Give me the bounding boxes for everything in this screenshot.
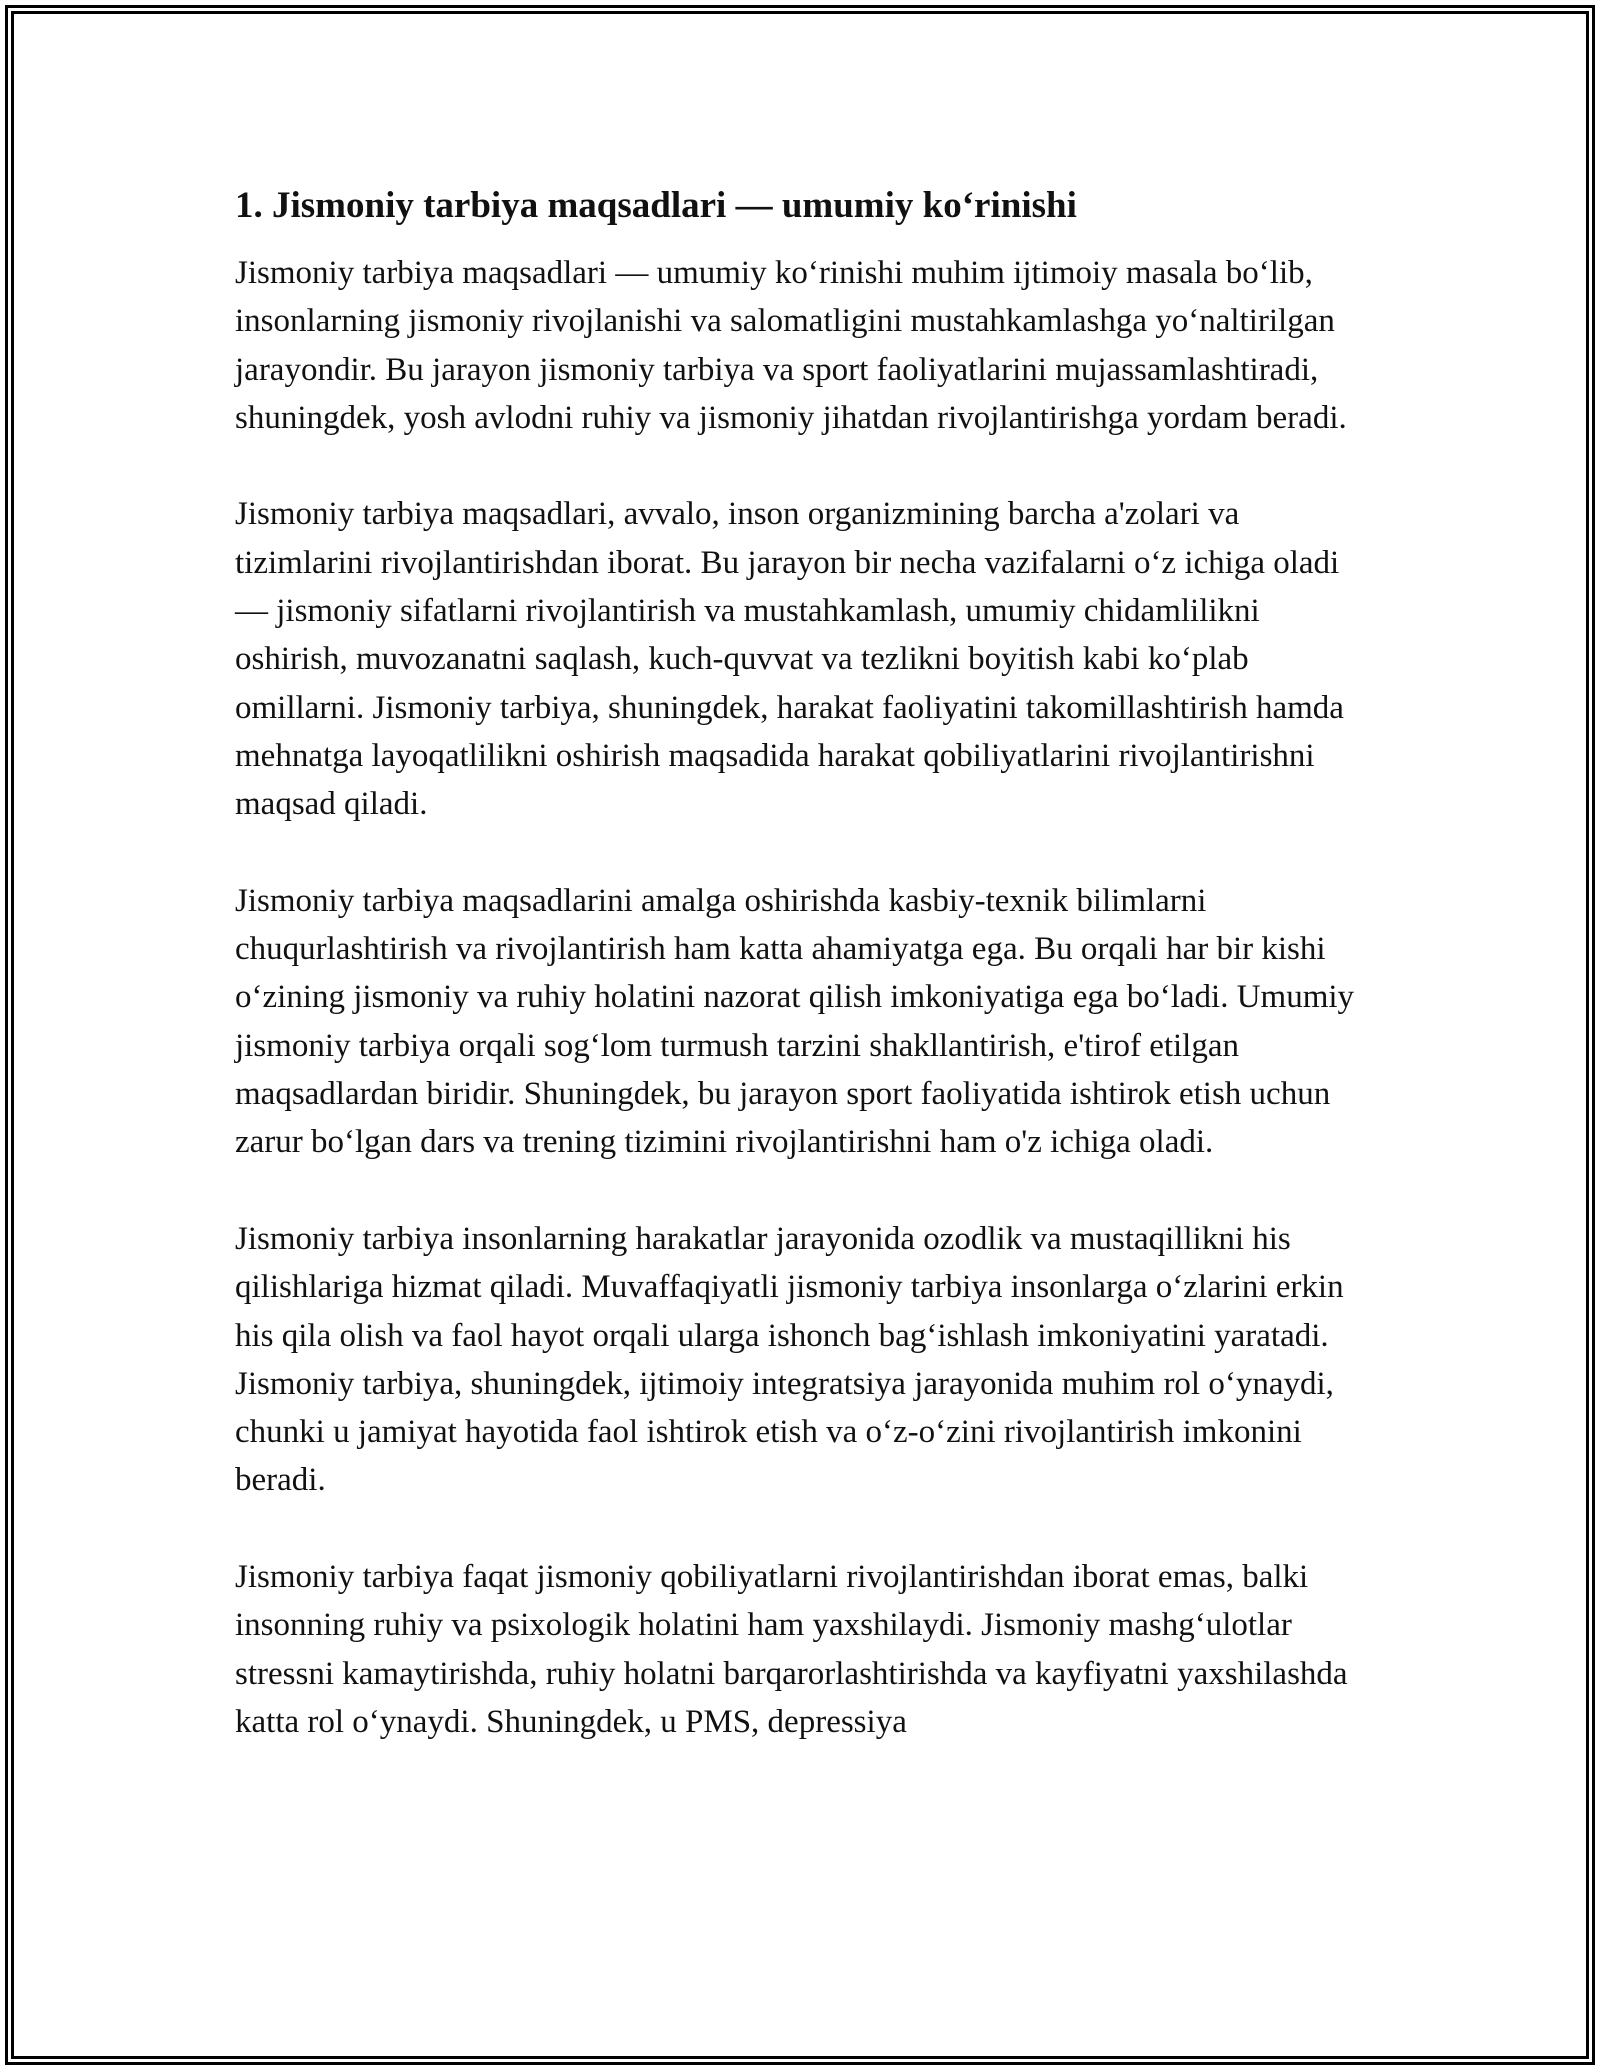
paragraph-4: Jismoniy tarbiya insonlarning harakatlar jarayonida ozodlik va mustaqillikni his qilishlariga hizmat qiladi. Muvaffaqiyatli jismoniy tarbiya insonlarga oʻzlarini erkin his qila olish va faol hayot orqali ularga ishonch bagʻishlash imkoniyatini yaratadi. Jismoniy tarbiya, shuningdek, ijtimoiy integratsiya jarayonida muhim rol oʻynaydi, chunki u jamiyat hayotida faol ishtirok etish va oʻz-oʻzini rivojlantirish imkonini beradi. [235,1220,1344,1499]
paragraph-2: Jismoniy tarbiya maqsadlari, avvalo, inson organizmining barcha a'zolari va tizimlarini rivojlantirishdan iborat. Bu jarayon bir necha vazifalarni oʻz ichiga oladi — jismoniy sifatlarni rivojlantirish va mustahkamlash, umumiy chidamlilikni oshirish, muvozanatni saqlash, kuch-quvvat va tezlikni boyitish kabi koʻplab omillarni. Jismoniy tarbiya, shuningdek, harakat faoliyatini takomillashtirish hamda mehnatga layoqatlilikni oshirish maqsadida harakat qobiliyatlarini rivojlantirishni maqsad qiladi. [235,496,1344,823]
document-page [235,183,1375,1746]
section-heading: 1. Jismoniy tarbiya maqsadlari — umumiy koʻrinishi [235,185,1077,226]
paragraph-5: Jismoniy tarbiya faqat jismoniy qobiliyatlarni rivojlantirishdan iborat emas, balki insonning ruhiy va psixologik holatini ham yaxshilaydi. Jismoniy mashgʻulotlar stressni kamaytirishda, ruhiy holatni barqarorlashtirishda va kayfiyatni yaxshilashda katta rol oʻynaydi. Shuningdek, u PMS, depressiya [235,1559,1348,1740]
paragraph-3: Jismoniy tarbiya maqsadlarini amalga oshirishda kasbiy-texnik bilimlarni chuqurlashtirish va rivojlantirish ham katta ahamiyatga ega. Bu orqali har bir kishi oʻzining jismoniy va ruhiy holatini nazorat qilish imkoniyatiga ega boʻladi. Umumiy jismoniy tarbiya orqali sogʻlom turmush tarzini shakllantirish, e'tirof etilgan maqsadlardan biridir. Shuningdek, bu jarayon sport faoliyatida ishtirok etish uchun zarur boʻlgan dars va trening tizimini rivojlantirishni ham o'z ichiga oladi. [235,882,1355,1161]
paragraph-1: Jismoniy tarbiya maqsadlari — umumiy koʻrinishi muhim ijtimoiy masala boʻlib, insonlarning jismoniy rivojlanishi va salomatligini mustahkamlashga yoʻnaltirilgan jarayondir. Bu jarayon jismoniy tarbiya va sport faoliyatlarini mujassamlashtiradi, shuningdek, yosh avlodni ruhiy va jismoniy jihatdan rivojlantirishga yordam beradi. [235,255,1347,436]
